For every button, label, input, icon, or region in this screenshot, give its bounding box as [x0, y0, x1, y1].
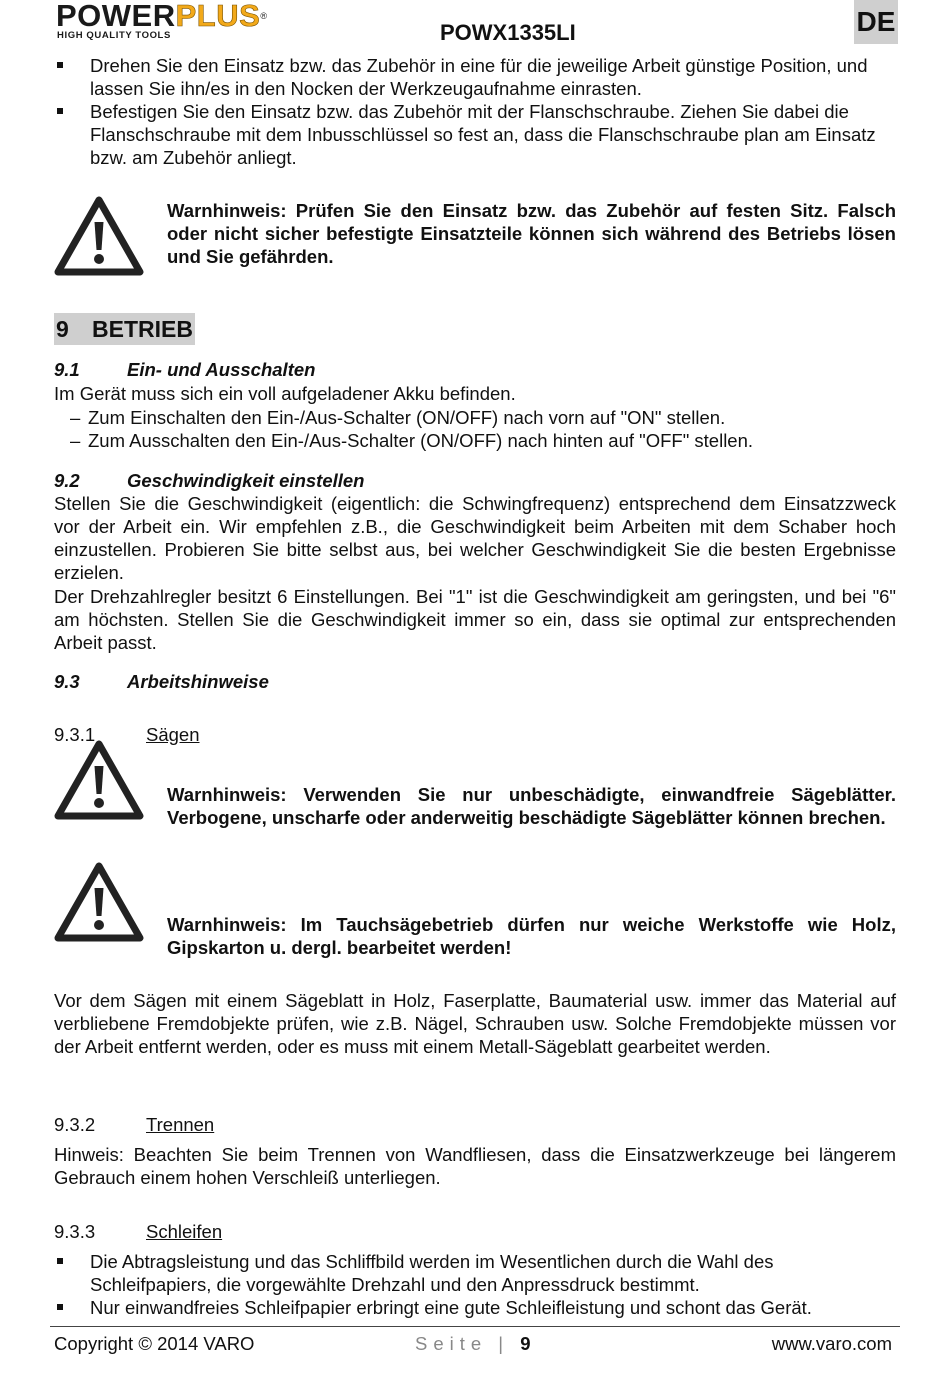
footer-url: www.varo.com	[771, 1333, 892, 1354]
model-number: POWX1335LI	[440, 20, 576, 45]
paragraph: Vor dem Sägen mit einem Sägeblatt in Holz, Faserplatte, Baumaterial usw. immer das Material auf verbliebene Fremdobjekte prüfen, wie z.B. Nägel, Schrauben usw. Solche Fremdobjekte müssen vor der Arbeit entfernt werden, oder es muss mit einem Metall-Sägeblatt gearbeitet werden.	[54, 990, 896, 1057]
footer-copyright: Copyright © 2014 VARO	[54, 1333, 255, 1354]
footer-page-indicator	[415, 1332, 531, 1355]
list-item: Nur einwandfreies Schleifpapier erbringt eine gute Schleifleistung und schont das Gerät.	[54, 1296, 896, 1319]
subsubsection-heading: 9.3.2 Trennen	[54, 1114, 215, 1135]
paragraph: Der Drehzahlregler besitzt 6 Einstellungen. Bei "1" ist die Geschwindigkeit am geringsten, und bei "6" am höchsten. Stellen Sie die Geschwindigkeit immer so ein, dass sie optimal zur entsprechenden Arbeit passt.	[54, 586, 896, 653]
list-item: – Zum Ausschalten den Ein-/Aus-Schalter (ON/OFF) nach hinten auf "OFF" stellen.	[54, 429, 896, 452]
subsection-heading: 9.3 Arbeitshinweise	[54, 671, 269, 692]
language-badge: DE	[854, 0, 898, 44]
logo-wordmark: POWERPLUS®	[56, 0, 268, 33]
warning-triangle-icon	[54, 196, 144, 276]
subsection-heading: 9.1 Ein- und Ausschalten	[54, 359, 316, 380]
bullet-list	[54, 1250, 896, 1319]
powerplus-logo	[56, 2, 306, 42]
subsection-heading: 9.2 Geschwindigkeit einstellen	[54, 470, 365, 491]
footer-divider	[50, 1326, 900, 1327]
warning-text: Warnhinweis: Im Tauchsägebetrieb dürfen nur weiche Werkstoffe wie Holz, Gipskarton u. dergl. bearbeitet werden!	[167, 914, 896, 958]
dash-list	[54, 406, 896, 452]
list-item: – Zum Einschalten den Ein-/Aus-Schalter (ON/OFF) nach vorn auf "ON" stellen.	[54, 406, 896, 429]
intro-bullets	[54, 54, 896, 169]
warning-triangle-icon	[54, 862, 144, 942]
logo-tagline: HIGH QUALITY TOOLS	[57, 30, 171, 41]
footer-page-label: Seite |	[415, 1333, 510, 1354]
section-heading: 9 BETRIEB	[54, 313, 195, 345]
warning-triangle-icon	[54, 740, 144, 820]
subsubsection-heading: 9.3.3 Schleifen	[54, 1221, 223, 1242]
footer-page-number: 9	[520, 1333, 531, 1354]
warning-text: Warnhinweis: Verwenden Sie nur unbeschädigte, einwandfreie Sägeblätter. Verbogene, unscharfe oder anderweitig beschädigte Sägeblätter können brechen.	[167, 784, 896, 828]
list-item: Die Abtragsleistung und das Schliffbild werden im Wesentlichen durch die Wahl des Schleifpapiers, die vorgewählte Drehzahl und den Anpressdruck bestimmt.	[54, 1250, 896, 1296]
paragraph: Im Gerät muss sich ein voll aufgeladener Akku befinden.	[54, 383, 516, 404]
subsubsection-heading: 9.3.1 Sägen	[54, 724, 200, 745]
warning-text: Warnhinweis: Prüfen Sie den Einsatz bzw. das Zubehör auf festen Sitz. Falsch oder nicht sicher befestigte Einsatzteile können sich während des Betriebs lösen und Sie gefährden.	[167, 200, 896, 267]
paragraph: Stellen Sie die Geschwindigkeit (eigentlich: die Schwingfrequenz) entsprechend dem Einsatzzweck vor der Arbeit ein. Wir empfehlen z.B., die Geschwindigkeit beim Arbeiten mit dem Schaber hoch einzustellen. Probieren Sie bitte selbst aus, bei welcher Geschwindigkeit Sie die besten Ergebnisse erzielen.	[54, 493, 896, 583]
paragraph: Hinweis: Beachten Sie beim Trennen von Wandfliesen, dass die Einsatzwerkzeuge bei längerem Gebrauch einem hohen Verschleiß unterliegen.	[54, 1144, 896, 1188]
list-item: Befestigen Sie den Einsatz bzw. das Zubehör mit der Flanschschraube. Ziehen Sie dabei die Flanschschraube mit dem Inbusschlüssel so fest an, dass die Flanschschraube plan am Einsatz bzw. am Zubehör anliegt.	[54, 100, 896, 169]
list-item: Drehen Sie den Einsatz bzw. das Zubehör in eine für die jeweilige Arbeit günstige Position, und lassen Sie ihn/es in den Nocken der Werkzeugaufnahme einrasten.	[54, 54, 896, 100]
